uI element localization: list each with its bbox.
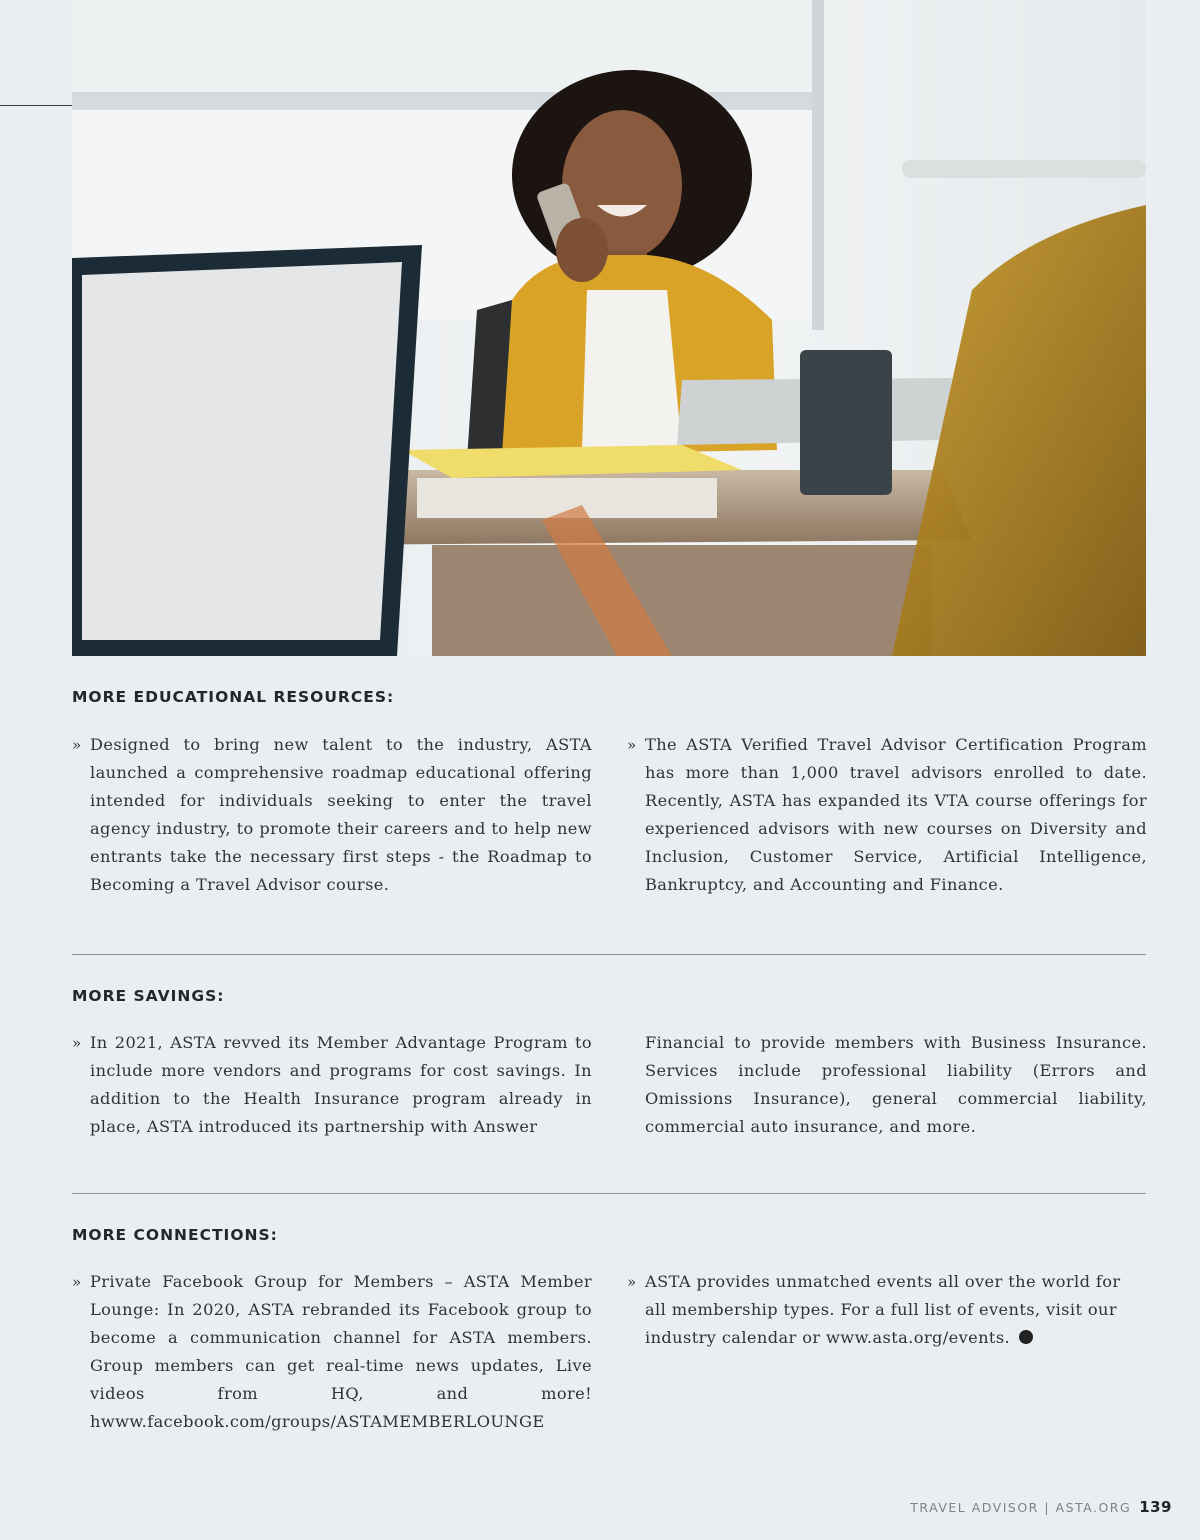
educational-roadmap-paragraph <box>72 731 592 899</box>
section-divider <box>72 954 1146 955</box>
paragraph-text: In 2021, ASTA revved its Member Advantage Program to include more vendors and programs for cost savings. In addition to the Health Insurance program already in place, ASTA introduced its partnership with Answer <box>90 1033 592 1136</box>
paragraph-text: Designed to bring new talent to the industry, ASTA launched a comprehensive roadmap educational offering intended for individuals seeking to enter the travel agency industry, to promote their careers and to help new entrants take the necessary first steps - the Roadmap to Becoming a Travel Advisor course. <box>90 735 592 894</box>
hero-photo-woman-on-phone <box>72 0 1146 656</box>
events-paragraph <box>627 1268 1147 1352</box>
section-title-educational-resources: MORE EDUCATIONAL RESOURCES: <box>72 688 395 706</box>
facebook-group-paragraph <box>72 1268 592 1436</box>
paragraph-text: Private Facebook Group for Members – ASTA Member Lounge: In 2020, ASTA rebranded its Facebook group to become a communication channel for ASTA members. Group members can get real-time news updates, Live videos from HQ, and more! hwww.facebook.com/groups/ASTAMEMBERLOUNGE <box>90 1272 592 1431</box>
vta-certification-paragraph <box>627 731 1147 899</box>
member-advantage-paragraph <box>72 1029 592 1141</box>
bullet-marker: » <box>72 1034 82 1052</box>
paragraph-text: The ASTA Verified Travel Advisor Certification Program has more than 1,000 travel advisors enrolled to date. Recently, ASTA has expanded its VTA course offerings for experienced advisors with new courses on Diversity and Inclusion, Customer Service, Artificial Intelligence, Bankruptcy, and Accounting and Finance. <box>645 735 1147 894</box>
bullet-marker: » <box>72 1273 82 1291</box>
top-left-rule <box>0 105 72 106</box>
publication-name: TRAVEL ADVISOR | ASTA.ORG <box>910 1500 1132 1515</box>
business-insurance-paragraph <box>627 1029 1147 1141</box>
bullet-marker: » <box>627 1273 637 1291</box>
paragraph-text: ASTA provides unmatched events all over the world for all membership types. For a full list of events, visit our industry calendar or www.asta.org/events. <box>645 1272 1121 1347</box>
bullet-marker: » <box>627 736 637 754</box>
paragraph-text: Financial to provide members with Business Insurance. Services include professional liability (Errors and Omissions Insurance), general commercial liability, commercial auto insurance, and more. <box>645 1033 1147 1136</box>
section-divider <box>72 1193 1146 1194</box>
page-footer <box>910 1498 1172 1516</box>
section-title-connections: MORE CONNECTIONS: <box>72 1226 278 1244</box>
page-number: 139 <box>1139 1498 1172 1516</box>
bullet-marker: » <box>72 736 82 754</box>
section-title-savings: MORE SAVINGS: <box>72 987 225 1005</box>
asta-end-mark-icon <box>1019 1330 1033 1344</box>
